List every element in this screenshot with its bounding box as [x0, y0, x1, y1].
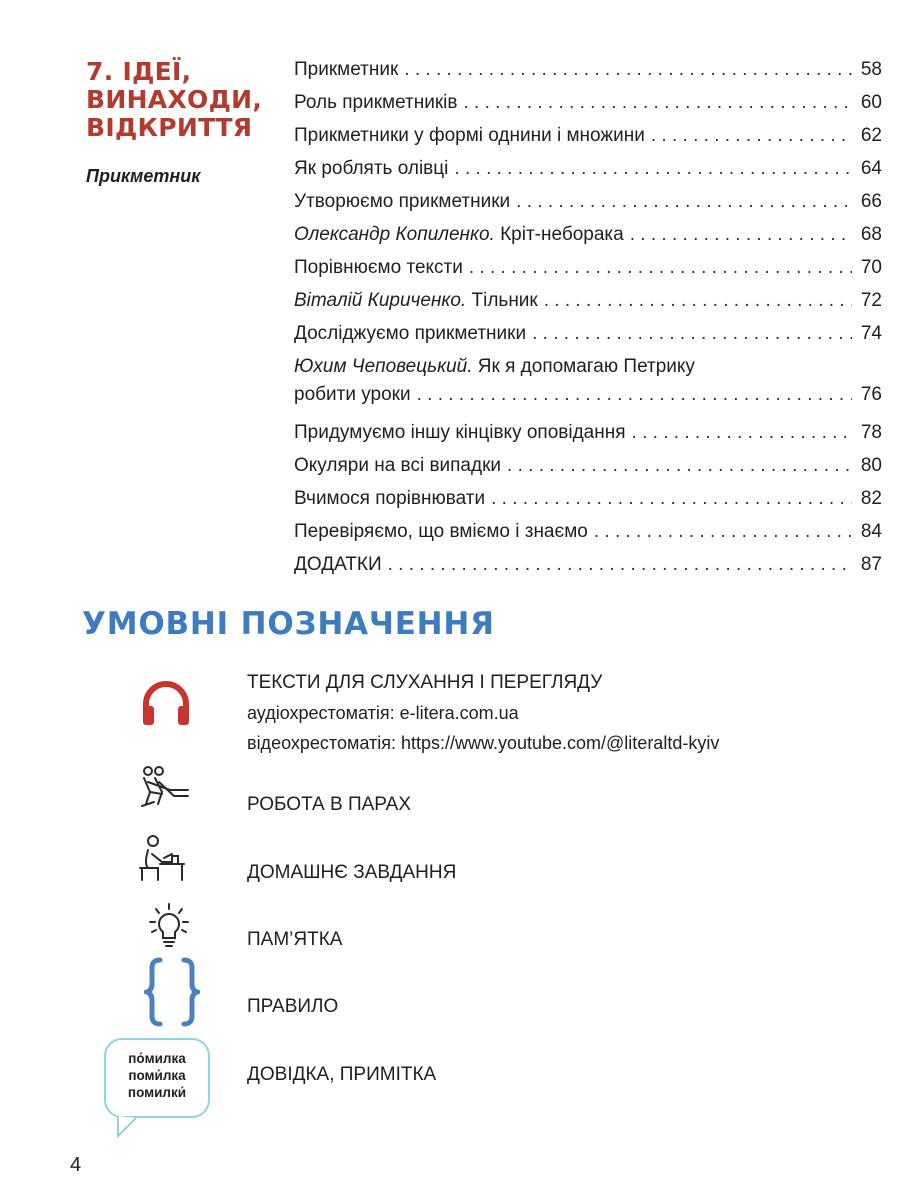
legend-memo: ПАМ’ЯТКА — [247, 929, 343, 950]
toc-entry[interactable] — [294, 155, 882, 188]
section-title-line: 7. ІДЕЇ, — [86, 57, 192, 86]
section-title-line: ВІДКРИТТЯ — [86, 113, 253, 142]
toc-leader-dots — [544, 287, 852, 315]
toc-entry[interactable] — [294, 188, 882, 221]
bubble-line: поми́лка — [128, 1068, 186, 1083]
toc-entry[interactable] — [294, 122, 882, 155]
toc-entry-author: Юхим Чеповецький. — [294, 356, 473, 377]
legend-listening — [247, 668, 719, 758]
toc-entry-title: Кріт-неборака — [500, 224, 624, 245]
section-subtitle: Прикметник — [86, 166, 201, 186]
legend-label: ТЕКСТИ ДЛЯ СЛУХАННЯ І ПЕРЕГЛЯДУ — [247, 672, 603, 693]
toc-entry[interactable] — [294, 287, 882, 320]
toc-entry-title: Роль прикметників — [294, 92, 458, 113]
video-link[interactable]: відеохрестоматія: https://www.youtube.com/@literaltd-kyiv — [247, 733, 720, 753]
toc-entry[interactable] — [294, 89, 882, 122]
toc-leader-dots — [417, 381, 852, 409]
pair-work-icon — [140, 764, 192, 814]
toc-leader-dots — [507, 452, 852, 480]
toc-entry[interactable] — [294, 320, 882, 353]
toc-entry[interactable] — [294, 485, 882, 518]
page-number: 4 — [70, 1154, 82, 1176]
toc-entry-title: Вчимося порівнювати — [294, 488, 486, 509]
toc-entry-page: 58 — [860, 59, 882, 80]
toc-entry-author: Олександр Копиленко. — [294, 224, 495, 245]
toc-entry-title: Придумуємо іншу кінцівку оповідання — [294, 422, 626, 443]
toc-entry-page: 60 — [860, 92, 882, 113]
speech-bubble-tail — [108, 1116, 148, 1140]
toc-entry-page: 76 — [860, 384, 882, 405]
toc-entry-page: 74 — [860, 323, 882, 344]
toc-entry-page: 82 — [860, 488, 882, 509]
toc-entry-page: 66 — [860, 191, 882, 212]
toc-entry-title: Тільник — [471, 290, 538, 311]
legend-title: УМОВНІ ПОЗНАЧЕННЯ — [82, 606, 495, 642]
toc-leader-dots — [404, 56, 852, 84]
desk-student-icon — [138, 834, 188, 884]
toc-entry[interactable] — [294, 56, 882, 89]
bubble-line: по́милка — [128, 1051, 186, 1066]
toc-entry-title: Прикметники у формі однини і множини — [294, 125, 645, 146]
toc-leader-dots — [469, 254, 852, 282]
toc-entry-page: 84 — [860, 521, 882, 542]
section-title-line: ВИНАХОДИ, — [86, 85, 263, 114]
audio-link[interactable]: аудіохрестоматія: e-litera.com.ua — [247, 703, 519, 723]
legend-homework: ДОМАШНЄ ЗАВДАННЯ — [247, 862, 457, 883]
toc-entry[interactable] — [294, 254, 882, 287]
curly-braces-icon — [144, 956, 200, 1028]
toc-leader-dots — [651, 122, 852, 150]
legend-rule: ПРАВИЛО — [247, 996, 339, 1017]
toc-leader-dots — [463, 89, 852, 117]
toc-leader-dots — [632, 419, 852, 447]
toc-leader-dots — [532, 320, 852, 348]
toc-leader-dots — [594, 518, 852, 546]
toc-entry[interactable] — [294, 221, 882, 254]
legend-note: ДОВІДКА, ПРИМІТКА — [247, 1064, 437, 1085]
toc-entry[interactable] — [294, 353, 882, 419]
bubble-line: помилки́ — [127, 1085, 187, 1100]
toc-entry[interactable] — [294, 551, 882, 584]
toc-entry-title: Окуляри на всі випадки — [294, 455, 502, 476]
table-of-contents — [294, 56, 882, 584]
toc-entry-page: 80 — [860, 455, 882, 476]
toc-entry[interactable] — [294, 518, 882, 551]
toc-entry-page: 62 — [860, 125, 882, 146]
toc-entry-page: 72 — [860, 290, 882, 311]
toc-entry-title: ДОДАТКИ — [294, 554, 382, 575]
toc-entry-page: 78 — [860, 422, 882, 443]
toc-entry-author: Віталій Кириченко. — [294, 290, 467, 311]
legend-pairs: РОБОТА В ПАРАХ — [247, 794, 412, 815]
toc-entry-page: 68 — [860, 224, 882, 245]
toc-entry-title: Утворюємо прикметники — [294, 191, 511, 212]
toc-leader-dots — [454, 155, 852, 183]
toc-entry[interactable] — [294, 452, 882, 485]
section-title — [86, 58, 266, 142]
speech-bubble-icon — [104, 1038, 210, 1118]
toc-entry-title-line2: робити уроки — [294, 384, 411, 405]
toc-leader-dots — [388, 551, 852, 579]
headphones-icon — [140, 680, 192, 726]
toc-entry-title: Як роблять олівці — [294, 158, 449, 179]
toc-entry-title: Перевіряємо, що вміємо і знаємо — [294, 521, 588, 542]
toc-entry-title: Прикметник — [294, 59, 399, 80]
toc-leader-dots — [516, 188, 852, 216]
toc-entry-title: Як я допомагаю Петрику — [477, 356, 695, 377]
toc-entry-page: 64 — [860, 158, 882, 179]
toc-entry-title: Досліджуємо прикметники — [294, 323, 527, 344]
toc-entry-page: 87 — [860, 554, 882, 575]
toc-entry-page: 70 — [860, 257, 882, 278]
toc-entry-title: Порівнюємо тексти — [294, 257, 463, 278]
toc-entry[interactable] — [294, 419, 882, 452]
toc-leader-dots — [630, 221, 852, 249]
lightbulb-icon — [148, 902, 190, 948]
toc-leader-dots — [491, 485, 852, 513]
